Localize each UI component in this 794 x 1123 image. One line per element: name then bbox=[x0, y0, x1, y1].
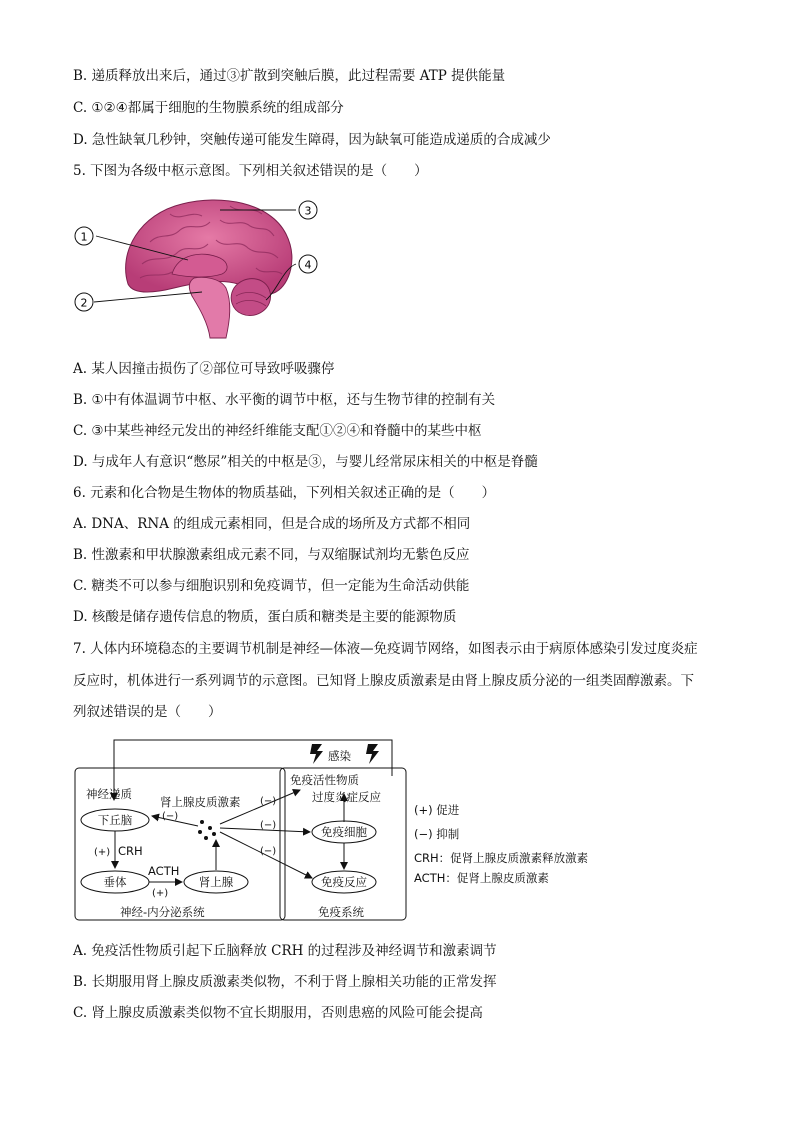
q6-option-b: B. 性激素和甲状腺激素组成元素不同，与双缩脲试剂均无紫色反应 bbox=[73, 547, 470, 563]
q6-stem: 6. 元素和化合物是生物体的物质基础，下列相关叙述正确的是（ ） bbox=[73, 485, 496, 501]
adrenal-label: 肾上腺 bbox=[198, 875, 234, 889]
inflammation-minus-sign: (−) bbox=[260, 796, 277, 807]
legend-crh: CRH：促肾上腺皮质激素释放激素 bbox=[414, 851, 589, 865]
svg-text:1: 1 bbox=[80, 230, 88, 244]
hormone-dots bbox=[198, 820, 216, 840]
hypothalamus-minus-sign: (−) bbox=[162, 811, 179, 822]
q7-option-c: C. 肾上腺皮质激素类似物不宜长期服用，否则患癌的风险可能会提高 bbox=[73, 1005, 483, 1021]
diagram-legend bbox=[414, 803, 588, 885]
q4-option-c: C. ①②④都属于细胞的生物膜系统的组成部分 bbox=[73, 100, 344, 116]
q4-option-d: D. 急性缺氧几秒钟，突触传递可能发生障碍，因为缺氧可能造成递质的合成减少 bbox=[73, 132, 551, 148]
svg-text:2: 2 bbox=[80, 296, 88, 310]
q6-option-d: D. 核酸是储存遗传信息的物质，蛋白质和糖类是主要的能源物质 bbox=[73, 609, 457, 625]
crh-label: CRH bbox=[118, 844, 143, 858]
neuro-transmitter-label: 神经递质 bbox=[86, 787, 132, 801]
infection-label: 感染 bbox=[328, 749, 351, 763]
q4-option-b: B. 递质释放出来后，通过③扩散到突触后膜，此过程需要 ATP 提供能量 bbox=[73, 68, 506, 84]
legend-promote: (+) 促进 bbox=[414, 803, 460, 817]
acth-plus-sign: (+) bbox=[152, 888, 169, 899]
immune-cells-label: 免疫细胞 bbox=[321, 825, 367, 839]
crh-plus-sign: (+) bbox=[94, 847, 111, 858]
acth-label: ACTH bbox=[148, 864, 180, 878]
svg-text:4: 4 bbox=[304, 258, 312, 272]
label-4 bbox=[299, 255, 317, 273]
q5-option-b: B. ①中有体温调节中枢、水平衡的调节中枢，还与生物节律的控制有关 bbox=[73, 392, 496, 408]
svg-text:3: 3 bbox=[304, 204, 312, 218]
legend-inhibit: (−) 抑制 bbox=[414, 827, 460, 841]
cortical-hormone-label: 肾上腺皮质激素 bbox=[160, 795, 241, 809]
q7-stem-line1: 7. 人体内环境稳态的主要调节机制是神经—体液—免疫调节网络，如图表示由于病原体感染引发过度炎症 bbox=[73, 641, 698, 657]
immune-system-label: 免疫系统 bbox=[318, 905, 364, 919]
label-2 bbox=[75, 293, 93, 311]
q6-option-a: A. DNA、RNA 的组成元素相同，但是合成的场所及方式都不相同 bbox=[73, 516, 471, 532]
immune-response-label: 免疫反应 bbox=[321, 875, 367, 889]
hypothalamus-label: 下丘脑 bbox=[97, 813, 133, 827]
legend-acth: ACTH：促肾上腺皮质激素 bbox=[414, 871, 549, 885]
label-1 bbox=[75, 227, 93, 245]
pituitary-label: 垂体 bbox=[103, 875, 127, 889]
q7-option-a: A. 免疫活性物质引起下丘脑释放 CRH 的过程涉及神经调节和激素调节 bbox=[73, 943, 497, 959]
q7-option-b: B. 长期服用肾上腺皮质激素类似物，不利于肾上腺相关功能的正常发挥 bbox=[73, 974, 497, 990]
excessive-inflammation-label: 过度炎症反应 bbox=[312, 790, 381, 804]
regulation-diagram bbox=[72, 736, 632, 926]
immune-response-minus-sign: (−) bbox=[260, 846, 277, 857]
label-3 bbox=[299, 201, 317, 219]
neuro-endocrine-label: 神经-内分泌系统 bbox=[120, 905, 205, 919]
q5-option-d: D. 与成年人有意识“憋尿”相关的中枢是③，与婴儿经常尿床相关的中枢是脊髓 bbox=[73, 454, 538, 470]
q7-stem-line3: 列叙述错误的是（ ） bbox=[73, 704, 222, 720]
q5-option-c: C. ③中某些神经元发出的神经纤维能支配①②④和脊髓中的某些中枢 bbox=[73, 423, 482, 439]
immune-cells-minus-sign: (−) bbox=[260, 820, 277, 831]
q7-stem-line2: 反应时，机体进行一系列调节的示意图。已知肾上腺皮质激素是由肾上腺皮质分泌的一组类固醇激素。下 bbox=[73, 673, 694, 689]
brain-figure bbox=[70, 192, 330, 340]
q5-option-a: A. 某人因撞击损伤了②部位可导致呼吸骤停 bbox=[73, 361, 335, 377]
immune-active-substance-label: 免疫活性物质 bbox=[290, 773, 359, 787]
q6-option-c: C. 糖类不可以参与细胞识别和免疫调节，但一定能为生命活动供能 bbox=[73, 578, 470, 594]
brainstem-shape bbox=[189, 277, 230, 338]
q5-stem: 5. 下图为各级中枢示意图。下列相关叙述错误的是（ ） bbox=[73, 163, 428, 179]
